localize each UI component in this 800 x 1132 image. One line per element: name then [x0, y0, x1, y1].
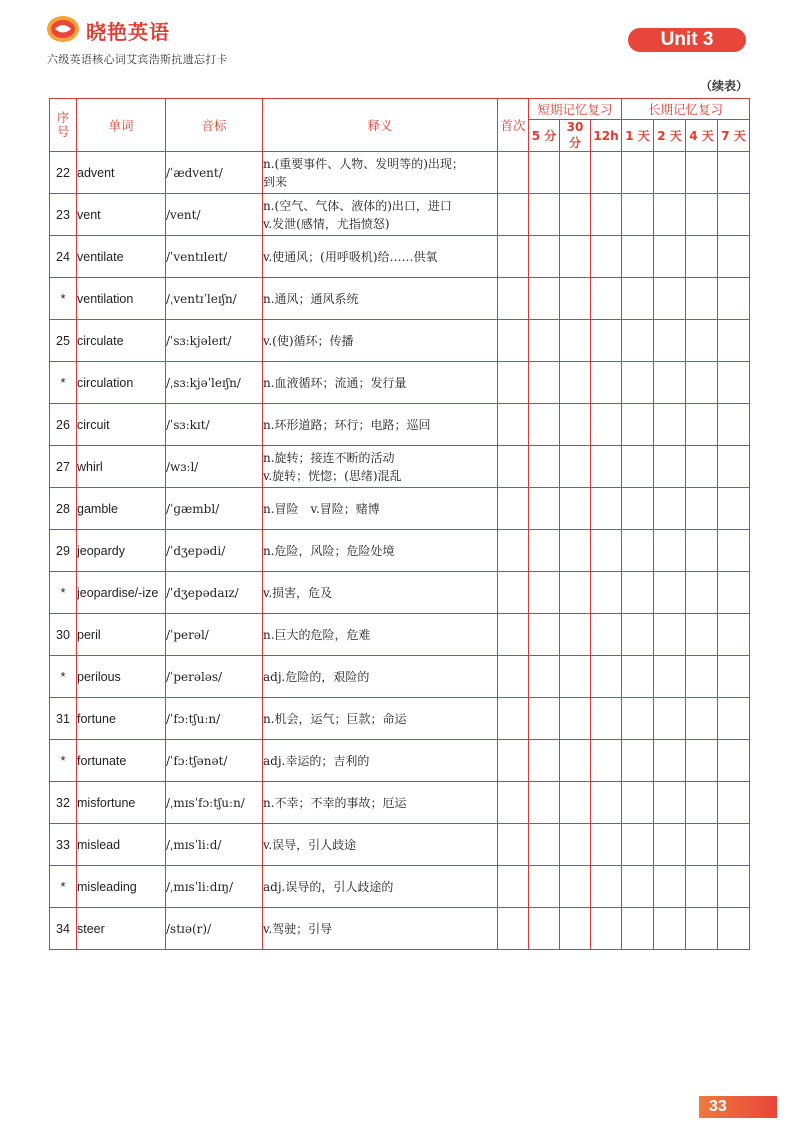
table-row: [50, 656, 750, 698]
checkin-long-cell[interactable]: [686, 572, 718, 614]
checkin-short-cell[interactable]: [529, 656, 560, 698]
checkin-short-cell[interactable]: [560, 446, 591, 488]
checkin-short-cell[interactable]: [591, 194, 622, 236]
row-meaning: n.机会，运气；巨款；命运: [263, 698, 498, 740]
row-number: 28: [50, 488, 77, 530]
checkin-short-cell[interactable]: [560, 866, 591, 908]
row-word: circulation: [77, 362, 166, 404]
table-row: [50, 698, 750, 740]
row-meaning: adj.危险的，艰险的: [263, 656, 498, 698]
table-row: [50, 194, 750, 236]
checkin-long-cell[interactable]: [654, 152, 686, 194]
checkin-first-cell[interactable]: [498, 404, 529, 446]
row-word: misleading: [77, 866, 166, 908]
checkin-long-cell[interactable]: [622, 194, 654, 236]
row-number: *: [50, 866, 77, 908]
checkin-short-cell[interactable]: [560, 698, 591, 740]
checkin-long-cell[interactable]: [718, 236, 750, 278]
checkin-long-cell[interactable]: [622, 572, 654, 614]
row-phonetic: /ˈperəl/: [166, 614, 263, 656]
row-word: gamble: [77, 488, 166, 530]
row-number: 33: [50, 824, 77, 866]
checkin-long-cell[interactable]: [622, 404, 654, 446]
checkin-long-cell[interactable]: [654, 362, 686, 404]
checkin-short-cell[interactable]: [560, 656, 591, 698]
row-word: fortune: [77, 698, 166, 740]
row-number: 31: [50, 698, 77, 740]
row-number: *: [50, 656, 77, 698]
checkin-long-cell[interactable]: [622, 824, 654, 866]
row-meaning: adj.幸运的；吉利的: [263, 740, 498, 782]
brand-logo-icon: [46, 14, 80, 44]
checkin-long-cell[interactable]: [686, 488, 718, 530]
checkin-long-cell[interactable]: [654, 656, 686, 698]
checkin-long-cell[interactable]: [718, 656, 750, 698]
table-row: [50, 614, 750, 656]
header-meaning: 释义: [263, 99, 498, 152]
checkin-first-cell[interactable]: [498, 782, 529, 824]
checkin-long-cell[interactable]: [686, 320, 718, 362]
checkin-first-cell[interactable]: [498, 236, 529, 278]
checkin-short-cell[interactable]: [560, 152, 591, 194]
row-number: 30: [50, 614, 77, 656]
table-row: [50, 278, 750, 320]
row-meaning: n.旋转；接连不断的活动 v.旋转；恍惚；(思绪)混乱: [263, 446, 498, 488]
checkin-long-cell[interactable]: [654, 446, 686, 488]
checkin-long-cell[interactable]: [654, 782, 686, 824]
checkin-long-cell[interactable]: [686, 866, 718, 908]
checkin-long-cell[interactable]: [654, 824, 686, 866]
row-meaning: n.巨大的危险，危难: [263, 614, 498, 656]
checkin-long-cell[interactable]: [622, 614, 654, 656]
checkin-long-cell[interactable]: [654, 908, 686, 950]
vocabulary-table: [49, 98, 750, 950]
checkin-first-cell[interactable]: [498, 278, 529, 320]
checkin-long-cell[interactable]: [622, 866, 654, 908]
checkin-short-cell[interactable]: [529, 236, 560, 278]
row-phonetic: /ˈperələs/: [166, 656, 263, 698]
checkin-long-cell[interactable]: [718, 824, 750, 866]
checkin-first-cell[interactable]: [498, 572, 529, 614]
checkin-long-cell[interactable]: [622, 152, 654, 194]
checkin-long-cell[interactable]: [718, 320, 750, 362]
checkin-short-cell[interactable]: [591, 362, 622, 404]
checkin-long-cell[interactable]: [686, 908, 718, 950]
checkin-long-cell[interactable]: [622, 446, 654, 488]
row-word: advent: [77, 152, 166, 194]
row-meaning: n.通风；通风系统: [263, 278, 498, 320]
table-row: [50, 320, 750, 362]
checkin-short-cell[interactable]: [591, 404, 622, 446]
header-long-col: 4 天: [686, 120, 718, 152]
table-row: [50, 362, 750, 404]
checkin-short-cell[interactable]: [529, 572, 560, 614]
checkin-long-cell[interactable]: [622, 530, 654, 572]
checkin-short-cell[interactable]: [591, 824, 622, 866]
checkin-long-cell[interactable]: [654, 572, 686, 614]
checkin-long-cell[interactable]: [654, 614, 686, 656]
checkin-long-cell[interactable]: [718, 740, 750, 782]
checkin-short-cell[interactable]: [591, 866, 622, 908]
checkin-long-cell[interactable]: [654, 404, 686, 446]
checkin-first-cell[interactable]: [498, 698, 529, 740]
row-number: 24: [50, 236, 77, 278]
checkin-short-cell[interactable]: [591, 152, 622, 194]
checkin-short-cell[interactable]: [529, 404, 560, 446]
checkin-long-cell[interactable]: [686, 530, 718, 572]
checkin-first-cell[interactable]: [498, 488, 529, 530]
checkin-short-cell[interactable]: [591, 908, 622, 950]
table-row: [50, 236, 750, 278]
table-row: [50, 446, 750, 488]
checkin-long-cell[interactable]: [654, 194, 686, 236]
row-number: 27: [50, 446, 77, 488]
checkin-short-cell[interactable]: [560, 530, 591, 572]
checkin-long-cell[interactable]: [654, 488, 686, 530]
row-phonetic: /ˈdʒepədaɪz/: [166, 572, 263, 614]
row-number: 26: [50, 404, 77, 446]
row-phonetic: /ˌmɪsˈliːdɪŋ/: [166, 866, 263, 908]
checkin-long-cell[interactable]: [622, 320, 654, 362]
row-number: *: [50, 278, 77, 320]
row-phonetic: /ˌmɪsˈfɔːtʃuːn/: [166, 782, 263, 824]
checkin-short-cell[interactable]: [529, 194, 560, 236]
checkin-short-cell[interactable]: [560, 320, 591, 362]
checkin-first-cell[interactable]: [498, 740, 529, 782]
checkin-long-cell[interactable]: [654, 866, 686, 908]
checkin-first-cell[interactable]: [498, 320, 529, 362]
checkin-long-cell[interactable]: [686, 152, 718, 194]
row-word: ventilate: [77, 236, 166, 278]
row-number: 34: [50, 908, 77, 950]
checkin-short-cell[interactable]: [560, 488, 591, 530]
header-long-term: 长期记忆复习: [622, 99, 750, 120]
header-short-col: 30 分: [560, 120, 591, 152]
checkin-short-cell[interactable]: [591, 488, 622, 530]
checkin-short-cell[interactable]: [529, 866, 560, 908]
row-phonetic: /stɪə(r)/: [166, 908, 263, 950]
row-meaning: adj.误导的，引人歧途的: [263, 866, 498, 908]
table-row: [50, 824, 750, 866]
checkin-long-cell[interactable]: [686, 740, 718, 782]
header-long-col: 7 天: [718, 120, 750, 152]
checkin-short-cell[interactable]: [591, 446, 622, 488]
row-word: fortunate: [77, 740, 166, 782]
checkin-short-cell[interactable]: [529, 740, 560, 782]
row-number: *: [50, 740, 77, 782]
row-meaning: n.危险，风险；危险处境: [263, 530, 498, 572]
table-row: [50, 530, 750, 572]
checkin-long-cell[interactable]: [718, 152, 750, 194]
checkin-long-cell[interactable]: [718, 446, 750, 488]
continued-note: （续表）: [699, 79, 748, 93]
row-phonetic: /ˌmɪsˈliːd/: [166, 824, 263, 866]
row-word: whirl: [77, 446, 166, 488]
checkin-short-cell[interactable]: [529, 152, 560, 194]
checkin-short-cell[interactable]: [560, 362, 591, 404]
checkin-long-cell[interactable]: [686, 656, 718, 698]
row-meaning: n.(空气、气体、液体的)出口，进口 v.发泄(感情，尤指愤怒): [263, 194, 498, 236]
checkin-short-cell[interactable]: [591, 236, 622, 278]
header-phonetic: 音标: [166, 99, 263, 152]
row-meaning: v.驾驶；引导: [263, 908, 498, 950]
checkin-first-cell[interactable]: [498, 152, 529, 194]
checkin-long-cell[interactable]: [718, 404, 750, 446]
checkin-long-cell[interactable]: [654, 278, 686, 320]
vocabulary-rows: [50, 152, 750, 950]
row-word: misfortune: [77, 782, 166, 824]
checkin-long-cell[interactable]: [654, 236, 686, 278]
checkin-long-cell[interactable]: [622, 236, 654, 278]
checkin-short-cell[interactable]: [560, 908, 591, 950]
checkin-short-cell[interactable]: [529, 614, 560, 656]
checkin-long-cell[interactable]: [686, 194, 718, 236]
row-word: jeopardise/-ize: [77, 572, 166, 614]
row-word: mislead: [77, 824, 166, 866]
checkin-short-cell[interactable]: [591, 530, 622, 572]
row-phonetic: /ˈsɜːkjəleɪt/: [166, 320, 263, 362]
table-row: [50, 866, 750, 908]
page-subtitle: 六级英语核心词艾宾浩斯抗遗忘打卡: [47, 53, 228, 66]
header-long-col: 2 天: [654, 120, 686, 152]
checkin-first-cell[interactable]: [498, 530, 529, 572]
checkin-short-cell[interactable]: [529, 698, 560, 740]
checkin-long-cell[interactable]: [654, 740, 686, 782]
page-number: 33: [699, 1096, 777, 1118]
checkin-short-cell[interactable]: [529, 530, 560, 572]
row-meaning: v.(使)循环；传播: [263, 320, 498, 362]
checkin-short-cell[interactable]: [560, 278, 591, 320]
checkin-long-cell[interactable]: [686, 824, 718, 866]
checkin-long-cell[interactable]: [686, 614, 718, 656]
checkin-short-cell[interactable]: [591, 278, 622, 320]
checkin-long-cell[interactable]: [686, 446, 718, 488]
row-meaning: n.血液循环；流通；发行量: [263, 362, 498, 404]
row-word: circulate: [77, 320, 166, 362]
table-row: [50, 404, 750, 446]
checkin-first-cell[interactable]: [498, 866, 529, 908]
row-meaning: v.误导，引人歧途: [263, 824, 498, 866]
checkin-short-cell[interactable]: [560, 404, 591, 446]
row-phonetic: /ˈdʒepədi/: [166, 530, 263, 572]
row-word: circuit: [77, 404, 166, 446]
row-word: jeopardy: [77, 530, 166, 572]
checkin-short-cell[interactable]: [560, 824, 591, 866]
row-meaning: n.环形道路；环行；电路；巡回: [263, 404, 498, 446]
checkin-short-cell[interactable]: [560, 572, 591, 614]
row-meaning: n.不幸；不幸的事故；厄运: [263, 782, 498, 824]
row-number: 29: [50, 530, 77, 572]
checkin-short-cell[interactable]: [560, 614, 591, 656]
checkin-short-cell[interactable]: [529, 488, 560, 530]
checkin-first-cell[interactable]: [498, 446, 529, 488]
header-long-col: 1 天: [622, 120, 654, 152]
checkin-first-cell[interactable]: [498, 194, 529, 236]
brand-name: 晓艳英语: [86, 20, 170, 44]
row-phonetic: /ˈɡæmbl/: [166, 488, 263, 530]
checkin-long-cell[interactable]: [718, 488, 750, 530]
header-seq: 序 号: [50, 99, 77, 152]
row-number: *: [50, 362, 77, 404]
checkin-short-cell[interactable]: [529, 446, 560, 488]
row-word: vent: [77, 194, 166, 236]
table-row: [50, 782, 750, 824]
row-phonetic: /ˈfɔːtʃənət/: [166, 740, 263, 782]
checkin-long-cell[interactable]: [686, 236, 718, 278]
row-number: 32: [50, 782, 77, 824]
row-meaning: v.使通风；(用呼吸机)给……供氧: [263, 236, 498, 278]
header-first: 首次: [498, 99, 529, 152]
checkin-long-cell[interactable]: [654, 698, 686, 740]
checkin-short-cell[interactable]: [529, 278, 560, 320]
row-phonetic: /wɜːl/: [166, 446, 263, 488]
checkin-short-cell[interactable]: [560, 740, 591, 782]
table-row: [50, 572, 750, 614]
checkin-long-cell[interactable]: [718, 614, 750, 656]
row-phonetic: /ˌventɪˈleɪʃn/: [166, 278, 263, 320]
checkin-long-cell[interactable]: [622, 698, 654, 740]
checkin-long-cell[interactable]: [622, 656, 654, 698]
checkin-long-cell[interactable]: [718, 698, 750, 740]
row-number: 25: [50, 320, 77, 362]
checkin-long-cell[interactable]: [718, 782, 750, 824]
row-meaning: n.(重要事件、人物、发明等的)出现； 到来: [263, 152, 498, 194]
checkin-short-cell[interactable]: [529, 320, 560, 362]
checkin-long-cell[interactable]: [718, 530, 750, 572]
checkin-first-cell[interactable]: [498, 908, 529, 950]
row-phonetic: /ˈfɔːtʃuːn/: [166, 698, 263, 740]
checkin-long-cell[interactable]: [686, 698, 718, 740]
row-word: ventilation: [77, 278, 166, 320]
checkin-short-cell[interactable]: [591, 614, 622, 656]
table-row: [50, 908, 750, 950]
checkin-short-cell[interactable]: [529, 908, 560, 950]
checkin-short-cell[interactable]: [591, 698, 622, 740]
checkin-long-cell[interactable]: [686, 404, 718, 446]
header-short-term: 短期记忆复习: [529, 99, 622, 120]
checkin-short-cell[interactable]: [529, 362, 560, 404]
checkin-short-cell[interactable]: [560, 782, 591, 824]
header-short-col: 5 分: [529, 120, 560, 152]
table-row: [50, 740, 750, 782]
checkin-long-cell[interactable]: [622, 908, 654, 950]
row-number: *: [50, 572, 77, 614]
checkin-long-cell[interactable]: [686, 278, 718, 320]
checkin-short-cell[interactable]: [591, 740, 622, 782]
row-phonetic: /ˈædvent/: [166, 152, 263, 194]
checkin-long-cell[interactable]: [622, 782, 654, 824]
checkin-first-cell[interactable]: [498, 656, 529, 698]
checkin-first-cell[interactable]: [498, 614, 529, 656]
checkin-long-cell[interactable]: [718, 908, 750, 950]
checkin-short-cell[interactable]: [529, 782, 560, 824]
table-row: [50, 488, 750, 530]
row-number: 23: [50, 194, 77, 236]
checkin-short-cell[interactable]: [591, 572, 622, 614]
checkin-short-cell[interactable]: [591, 656, 622, 698]
checkin-long-cell[interactable]: [654, 320, 686, 362]
checkin-long-cell[interactable]: [686, 362, 718, 404]
unit-badge: Unit 3: [628, 28, 746, 52]
checkin-short-cell[interactable]: [591, 782, 622, 824]
row-phonetic: /ˈventɪleɪt/: [166, 236, 263, 278]
row-phonetic: /ˌsɜːkjəˈleɪʃn/: [166, 362, 263, 404]
checkin-first-cell[interactable]: [498, 362, 529, 404]
checkin-long-cell[interactable]: [622, 362, 654, 404]
checkin-long-cell[interactable]: [718, 572, 750, 614]
row-phonetic: /ˈsɜːkɪt/: [166, 404, 263, 446]
checkin-long-cell[interactable]: [654, 530, 686, 572]
row-word: perilous: [77, 656, 166, 698]
checkin-first-cell[interactable]: [498, 824, 529, 866]
checkin-long-cell[interactable]: [718, 278, 750, 320]
checkin-long-cell[interactable]: [718, 866, 750, 908]
row-meaning: n.冒险 v.冒险；赌博: [263, 488, 498, 530]
header-short-col: 12h: [591, 120, 622, 152]
checkin-long-cell[interactable]: [686, 782, 718, 824]
row-word: steer: [77, 908, 166, 950]
checkin-long-cell[interactable]: [622, 488, 654, 530]
table-row: [50, 152, 750, 194]
checkin-long-cell[interactable]: [622, 278, 654, 320]
checkin-long-cell[interactable]: [718, 362, 750, 404]
checkin-short-cell[interactable]: [560, 236, 591, 278]
checkin-short-cell[interactable]: [591, 320, 622, 362]
row-phonetic: /vent/: [166, 194, 263, 236]
checkin-long-cell[interactable]: [622, 740, 654, 782]
checkin-short-cell[interactable]: [529, 824, 560, 866]
header-word: 单词: [77, 99, 166, 152]
row-number: 22: [50, 152, 77, 194]
checkin-short-cell[interactable]: [560, 194, 591, 236]
checkin-long-cell[interactable]: [718, 194, 750, 236]
row-word: peril: [77, 614, 166, 656]
row-meaning: v.损害，危及: [263, 572, 498, 614]
